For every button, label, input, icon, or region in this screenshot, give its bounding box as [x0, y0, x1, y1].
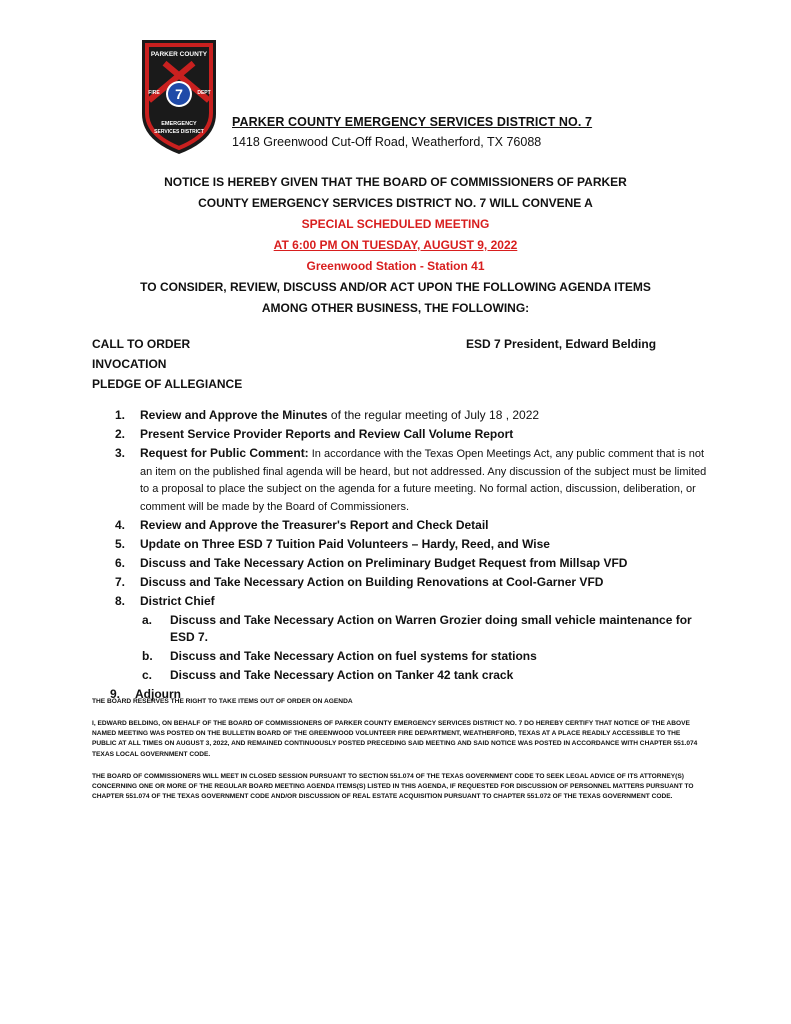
pledge-of-allegiance: PLEDGE OF ALLEGIANCE [92, 377, 243, 391]
notice-line-1: NOTICE IS HEREBY GIVEN THAT THE BOARD OF COMMISSIONERS OF PARKER [164, 175, 627, 189]
subitem-letter: c. [142, 668, 153, 682]
item-number: 8. [115, 594, 126, 608]
notice-line-2: COUNTY EMERGENCY SERVICES DISTRICT NO. 7 WILL CONVENE A [198, 196, 593, 210]
item-detail: of the regular meeting of July 18 , 2022 [327, 408, 540, 422]
subitem-title: Discuss and Take Necessary Action on fuel systems for stations [170, 649, 537, 663]
logo-bottom-text-2: SERVICES DISTRICT [154, 129, 204, 135]
logo-left-text: FIRE [148, 90, 160, 96]
meeting-location: Greenwood Station - Station 41 [306, 259, 485, 273]
notice-line-7: AMONG OTHER BUSINESS, THE FOLLOWING: [261, 301, 530, 315]
agenda-item [115, 445, 715, 515]
president-name: ESD 7 President, Edward Belding [466, 337, 657, 351]
item-title: Review and Approve the Treasurer's Report and Check Detail [140, 518, 489, 532]
item-title: Discuss and Take Necessary Action on Preliminary Budget Request from Millsap VFD [140, 556, 628, 570]
notice-line-6: TO CONSIDER, REVIEW, DISCUSS AND/OR ACT UPON THE FOLLOWING AGENDA ITEMS [140, 280, 651, 294]
item-number: 2. [115, 427, 126, 441]
posting-certification: I, EDWARD BELDING, ON BEHALF OF THE BOARD OF COMMISSIONERS OF PARKER COUNTY EMERGENCY SERVICES DISTRICT NO. 7 DO HEREBY CERTIFY THAT NOTICE OF THE ABOVE NAMED MEETING WAS POSTED ON THE BULLETIN BOARD OF THE GREENWOOD VOLUNTEER FIRE DEPARTMENT, WEATHERFORD, TEXAS AT A PLACE READILY ACCESSIBLE TO THE PUBLIC AT ALL TIMES ON AUGUST 3, 2022, AND REMAINED CONTINUOUSLY POSTED PRECEDING SAID MEETING AND SAID NOTICE WAS POSTED IN ACCORDANCE WITH CHAPTER 551.074 TEXAS LOCAL GOVERNMENT CODE. [92, 720, 698, 758]
esd-badge-logo [136, 36, 222, 156]
logo-number: 7 [175, 86, 183, 102]
item-detail: In accordance with the Texas Open Meetings Act, any public comment that is not an item on the published final agenda will be heard, but not addressed. Any discussion of the subject must be limited to a proposal to place the subject on the agenda for a future meeting. No formal action, discussion, deliberation, or comment will be made by the Board of Commissioners. [140, 448, 707, 513]
agenda-subitem [115, 612, 715, 646]
item-title: Present Service Provider Reports and Review Call Volume Report [140, 427, 514, 441]
item-title: Request for Public Comment: [140, 446, 309, 460]
agenda-item [115, 517, 715, 534]
item-number: 3. [115, 446, 126, 460]
subitem-title: Discuss and Take Necessary Action on Tanker 42 tank crack [170, 668, 514, 682]
agenda-item [115, 426, 715, 443]
agenda-item [115, 536, 715, 553]
item-number: 6. [115, 556, 126, 570]
item-title: Review and Approve the Minutes [140, 408, 328, 422]
item-number: 4. [115, 518, 126, 532]
subitem-letter: b. [142, 649, 153, 663]
meeting-notice [60, 172, 731, 319]
logo-right-text: DEPT [197, 90, 211, 96]
item-number: 7. [115, 575, 126, 589]
agenda-item [115, 407, 715, 424]
org-name: PARKER COUNTY EMERGENCY SERVICES DISTRICT NO. 7 [232, 115, 593, 129]
item-title: Update on Three ESD 7 Tuition Paid Volunteers – Hardy, Reed, and Wise [140, 537, 550, 551]
meeting-datetime: AT 6:00 PM ON TUESDAY, AUGUST 9, 2022 [273, 238, 518, 252]
subitem-title: Discuss and Take Necessary Action on Warren Grozier doing small vehicle maintenance for ESD 7. [170, 613, 692, 644]
opening-section [92, 334, 242, 394]
org-address: 1418 Greenwood Cut-Off Road, Weatherford, TX 76088 [232, 135, 542, 149]
reserve-right-note: THE BOARD RESERVES THE RIGHT TO TAKE ITEMS OUT OF ORDER ON AGENDA [92, 698, 353, 705]
item-title: District Chief [140, 594, 215, 608]
invocation: INVOCATION [92, 357, 167, 371]
item-number: 5. [115, 537, 126, 551]
logo-top-text: PARKER COUNTY [150, 51, 208, 58]
agenda-subitem [115, 667, 715, 684]
agenda-subitem [115, 648, 715, 665]
logo-bottom-text-1: EMERGENCY [161, 121, 197, 127]
call-to-order: CALL TO ORDER [92, 337, 191, 351]
subitem-letter: a. [142, 613, 153, 627]
agenda-item [115, 555, 715, 572]
agenda-item [115, 593, 715, 610]
meeting-type: SPECIAL SCHEDULED MEETING [301, 217, 490, 231]
item-title: Adjourn [135, 687, 181, 701]
item-number: 9. [110, 687, 121, 701]
agenda-item [115, 574, 715, 591]
item-title: Discuss and Take Necessary Action on Building Renovations at Cool-Garner VFD [140, 575, 604, 589]
closed-session-note: THE BOARD OF COMMISSIONERS WILL MEET IN CLOSED SESSION PURSUANT TO SECTION 551.074 OF THE TEXAS GOVERNMENT CODE TO SEEK LEGAL ADVICE OF ITS ATTORNEY(S) CONCERNING ONE OR MORE OF THE REGULAR BOARD MEETING AGENDA ITEMS(S) LISTED IN THIS AGENDA, IF REQUESTED FOR DISCUSSION OF PERSONNEL MATTERS PURSUANT TO CHAPTER 551.074 OF THE TEXAS GOVERNMENT CODE AND/OR DISCUSSION OF REAL ESTATE ACQUISITION PURSUANT TO CHAPTER 551.072 OF THE TEXAS GOVERNMENT CODE. [92, 773, 694, 801]
item-number: 1. [115, 408, 126, 422]
agenda-list [110, 407, 715, 705]
